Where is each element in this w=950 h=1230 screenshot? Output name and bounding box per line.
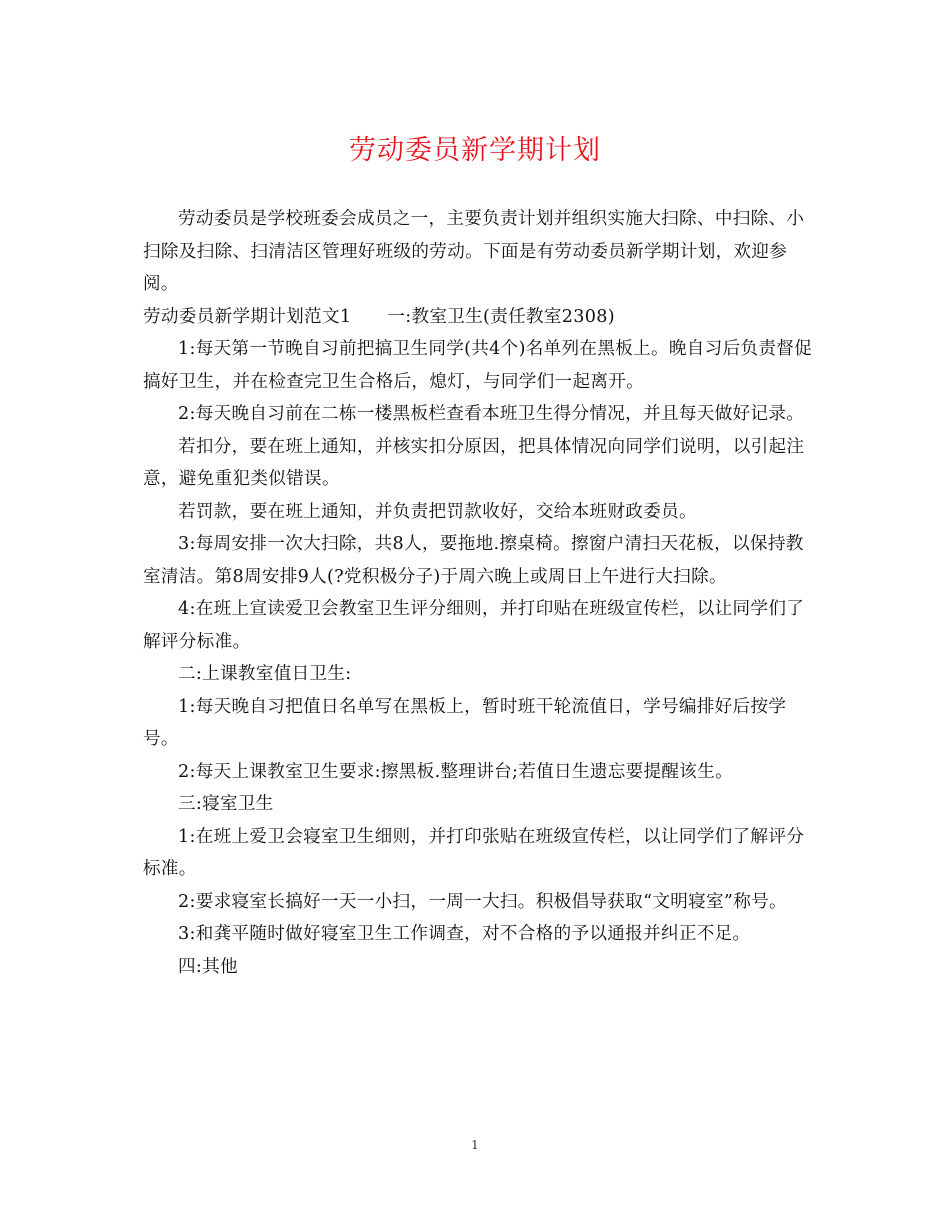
page-title: 劳动委员新学期计划 [349, 135, 601, 166]
section-1-item-2: 2:每天晚自习前在二栋一楼黑板栏查看本班卫生得分情况，并且每天做好记录。 [178, 404, 805, 424]
section-1-item-2-note-2: 若罚款，要在班上通知，并负责把罚款收好，交给本班财政委员。 [178, 501, 697, 522]
page-number: 1 [471, 1138, 479, 1152]
section-1-item-3: 3:每周安排一次大扫除，共8人，要拖地.擦桌椅。擦窗户清扫天花板，以保持教室清洁。第8周安排9人(?党积极分子)于周六晚上或周日上午进行大扫除。 [143, 534, 804, 587]
section-2-item-2: 2:每天上课教室卫生要求:擦黑板.整理讲台;若值日生遗忘要提醒该生。 [178, 761, 733, 782]
sample-label: 劳动委员新学期计划范文1 [143, 306, 352, 327]
section-4-heading: 四:其他 [178, 956, 238, 977]
section-2-heading: 二:上课教室值日卫生: [178, 664, 352, 684]
intro-paragraph: 劳动委员是学校班委会成员之一，主要负责计划并组织实施大扫除、中扫除、小扫除及扫除、扫清洁区管理好班级的劳动。下面是有劳动委员新学期计划，欢迎参阅。 [143, 209, 805, 294]
section-1-item-4: 4:在班上宣读爱卫会教室卫生评分细则，并打印贴在班级宣传栏，以让同学们了解评分标准。 [143, 599, 805, 652]
document-body [143, 203, 813, 983]
section-3-heading: 三:寝室卫生 [178, 794, 274, 814]
section-1-heading: 一:教室卫生(责任教室2308) [387, 306, 615, 327]
section-3-item-2: 2:要求寝室长搞好一天一小扫，一周一大扫。积极倡导获取“文明寝室”称号。 [178, 891, 787, 912]
section-1-item-1: 1:每天第一节晚自习前把搞卫生同学(共4个)名单列在黑板上。晚自习后负责督促搞好卫生，并在检查完卫生合格后，熄灯，与同学们一起离开。 [143, 339, 813, 392]
section-3-item-3: 3:和龚平随时做好寝室卫生工作调查，对不合格的予以通报并纠正不足。 [178, 924, 751, 944]
section-2-item-1: 1:每天晚自习把值日名单写在黑板上，暂时班干轮流值日，学号编排好后按学号。 [143, 696, 787, 749]
section-3-item-1: 1:在班上爱卫会寝室卫生细则，并打印张贴在班级宣传栏，以让同学们了解评分标准。 [143, 826, 805, 879]
section-1-item-2-note-1: 若扣分，要在班上通知，并核实扣分原因，把具体情况向同学们说明，以引起注意，避免重犯类似错误。 [143, 436, 805, 489]
sample-heading-line [143, 301, 813, 334]
